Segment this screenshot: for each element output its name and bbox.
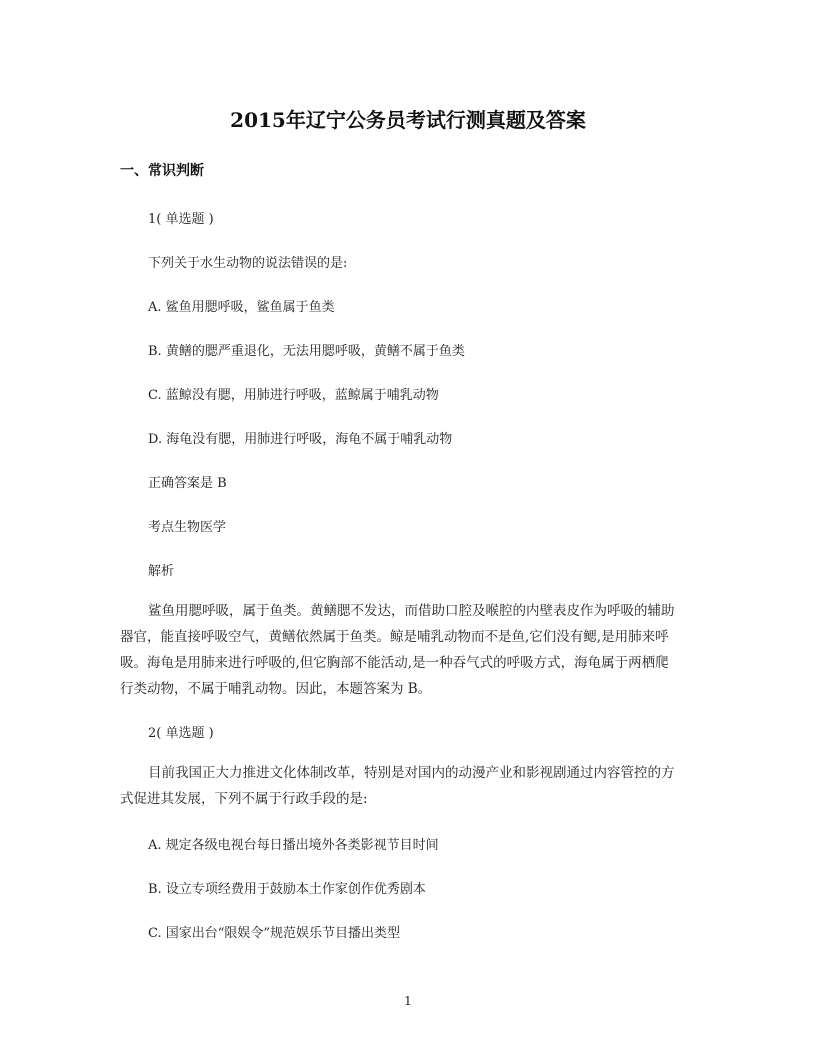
option-a: A. 规定各级电视台每日播出境外各类影视节目时间: [148, 838, 439, 853]
page-number: 1: [404, 994, 412, 1008]
option-b: B. 设立专项经费用于鼓励本土作家创作优秀剧本: [148, 882, 426, 897]
question-stem: [120, 760, 698, 812]
analysis-label: 解析: [148, 564, 175, 579]
section-heading: 一、常识判断: [120, 163, 204, 179]
analysis-line: 行类动物，不属于哺乳动物。因此，本题答案为 B。: [120, 681, 432, 697]
option-c: C. 蓝鲸没有腮，用肺进行呼吸，蓝鲸属于哺乳动物: [148, 388, 439, 403]
analysis-line: 吸。海龟是用肺来进行呼吸的,但它胸部不能活动,是一种吞气式的呼吸方式，海龟属于两栖爬: [120, 655, 669, 671]
question-number: 2( 单选题 ): [148, 726, 214, 741]
analysis-line: 鲨鱼用腮呼吸，属于鱼类。黄鳝腮不发达，而借助口腔及喉腔的内壁表皮作为呼吸的辅助: [148, 603, 675, 619]
option-a: A. 鲨鱼用腮呼吸，鲨鱼属于鱼类: [148, 300, 335, 315]
correct-answer: 正确答案是 B: [148, 476, 227, 491]
option-c: C. 国家出台“限娱令”规范娱乐节目播出类型: [148, 926, 401, 941]
document-title: 2015年辽宁公务员考试行测真题及答案: [230, 108, 586, 132]
analysis-line: 器官，能直接呼吸空气，黄鳝依然属于鱼类。鲸是哺乳动物而不是鱼,它们没有鳃,是用肺来呼: [120, 629, 669, 645]
question-number: 1( 单选题 ): [148, 212, 214, 227]
analysis-paragraph: [120, 598, 698, 702]
option-d: D. 海龟没有腮，用肺进行呼吸，海龟不属于哺乳动物: [148, 432, 453, 447]
question-stem: 下列关于水生动物的说法错误的是:: [148, 256, 348, 271]
stem-line: 目前我国正大力推进文化体制改革，特别是对国内的动漫产业和影视剧通过内容管控的方: [148, 765, 675, 781]
option-b: B. 黄鳝的腮严重退化，无法用腮呼吸，黄鳝不属于鱼类: [148, 344, 465, 359]
topic-label: 考点生物医学: [148, 520, 227, 535]
stem-line: 式促进其发展，下列不属于行政手段的是:: [120, 791, 368, 807]
